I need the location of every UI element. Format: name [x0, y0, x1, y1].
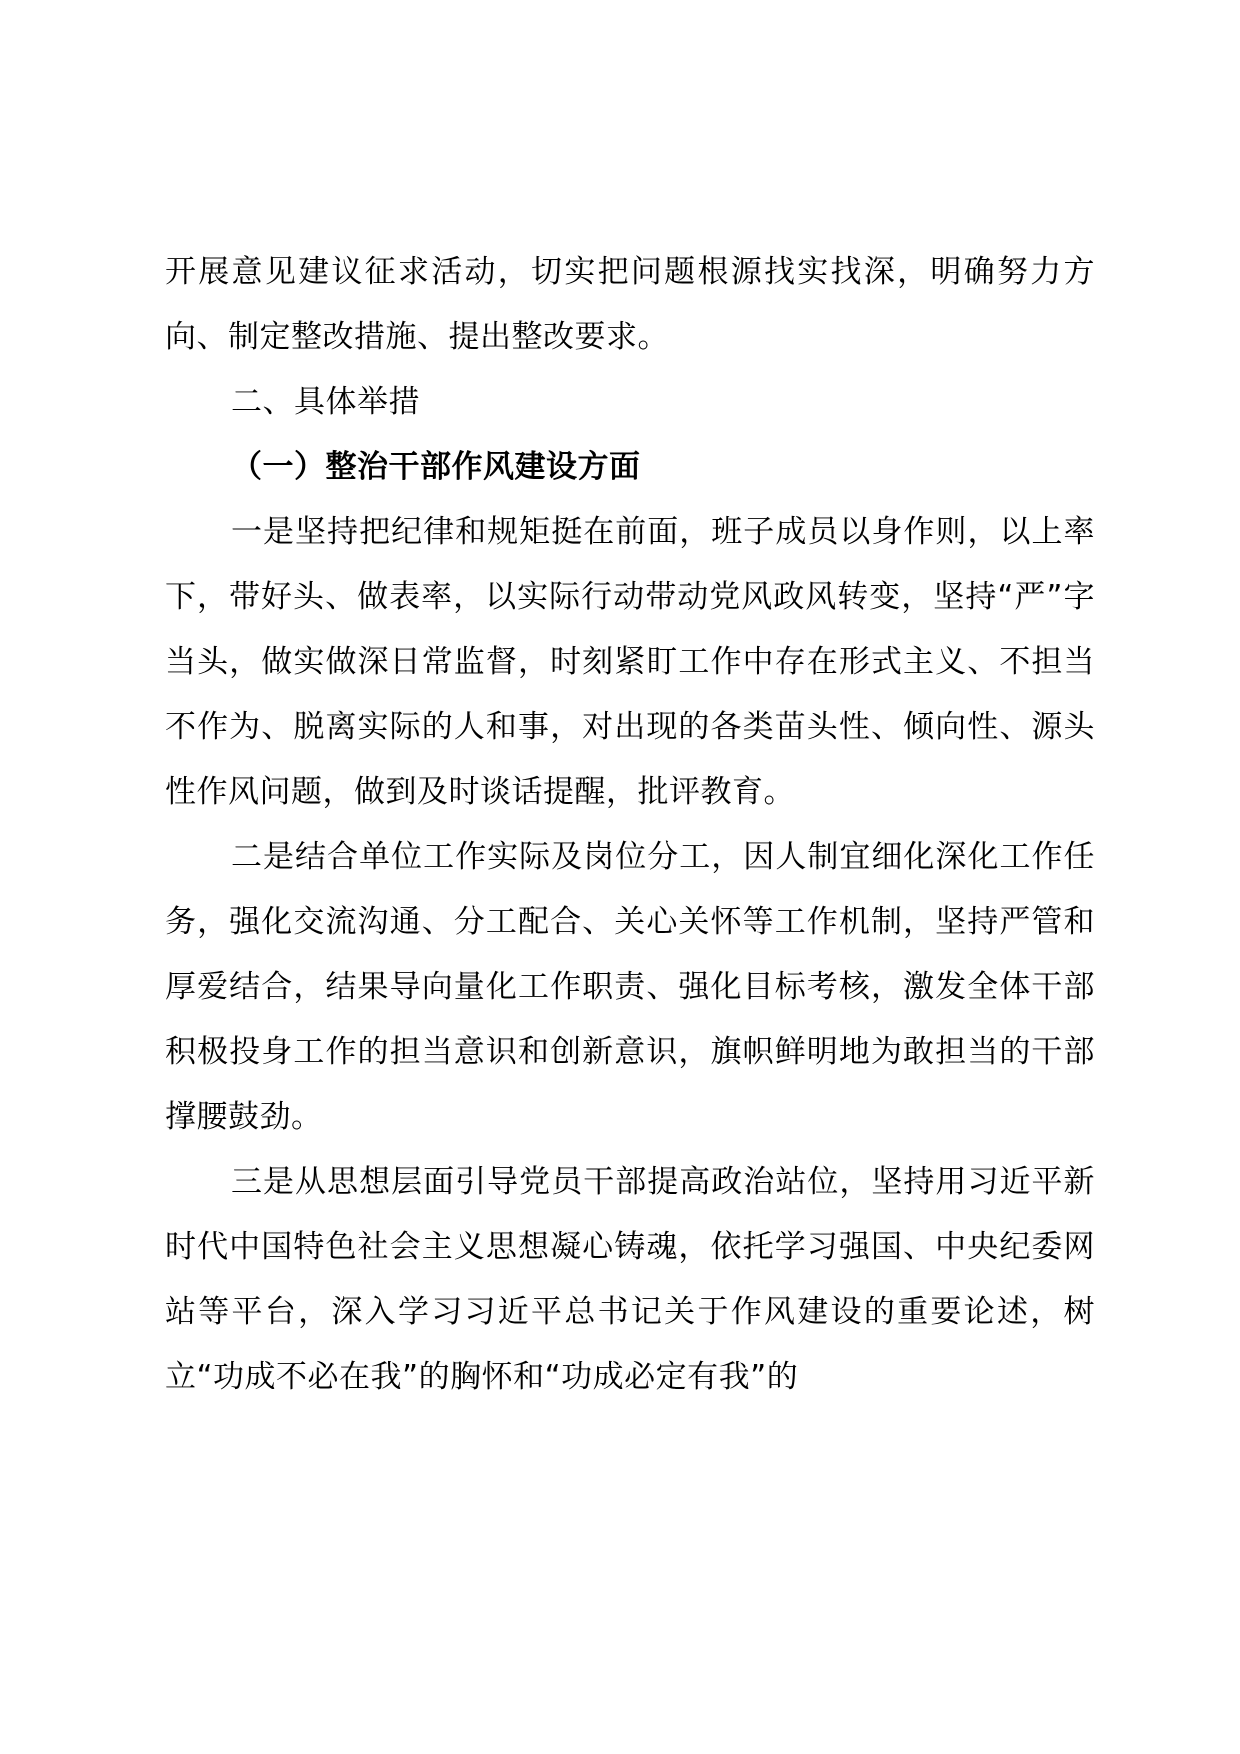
- section-heading-specific-measures: 二、具体举措: [231, 384, 420, 420]
- paragraph-point-two: 二是结合单位工作实际及岗位分工，因人制宜细化深化工作任务，强化交流沟通、分工配合、关心关怀等工作机制，坚持严管和厚爱结合，结果导向量化工作职责、强化目标考核，激发全体干部积极投身工作的担当意识和创新意识，旗帜鲜明地为敢担当的干部撑腰鼓劲。: [165, 839, 1095, 1135]
- document-body: [165, 240, 1095, 1410]
- paragraph-continuation: 开展意见建议征求活动，切实把问题根源找实找深，明确努力方向、制定整改措施、提出整改要求。: [165, 254, 1095, 355]
- paragraph-point-three: 三是从思想层面引导党员干部提高政治站位，坚持用习近平新时代中国特色社会主义思想凝心铸魂，依托学习强国、中央纪委网站等平台，深入学习习近平总书记关于作风建设的重要论述，树立“功成不必在我”的胸怀和“功成必定有我”的: [165, 1164, 1095, 1395]
- paragraph-point-one: 一是坚持把纪律和规矩挺在前面，班子成员以身作则，以上率下，带好头、做表率，以实际行动带动党风政风转变，坚持“严”字当头，做实做深日常监督，时刻紧盯工作中存在形式主义、不担当不作为、脱离实际的人和事，对出现的各类苗头性、倾向性、源头性作风问题，做到及时谈话提醒，批评教育。: [165, 514, 1095, 810]
- subsection-heading-cadre-style: （一）整治干部作风建设方面: [231, 449, 641, 485]
